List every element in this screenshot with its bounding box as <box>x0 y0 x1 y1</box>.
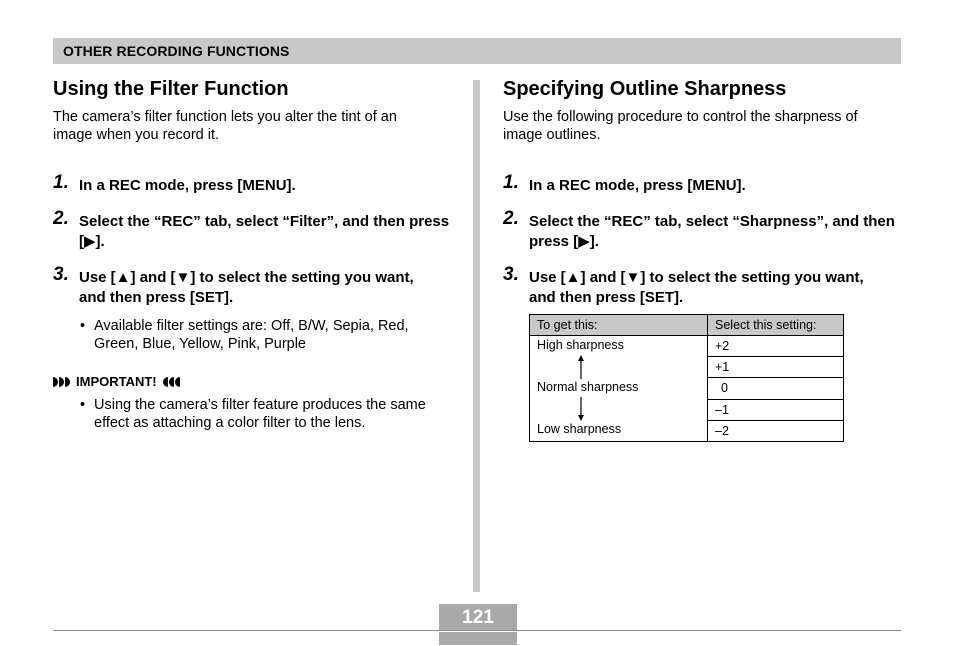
page-number-tab <box>439 632 517 645</box>
normal-sharpness-label: Normal sharpness <box>537 380 639 394</box>
table-row <box>530 336 844 357</box>
bullet-text: Available filter settings are: Off, B/W, Sepia, Red, Green, Blue, Yellow, Pink, Purple <box>94 318 409 352</box>
outline-sharpness-section <box>503 77 903 308</box>
arrow-down-icon <box>576 397 586 421</box>
step-text: In a REC mode, press [MENU]. <box>529 177 746 194</box>
column-divider <box>473 80 480 592</box>
step-text: Select the “REC” tab, select “Sharpness”, and then press [▶]. <box>529 213 895 250</box>
sharpness-table <box>529 314 844 442</box>
high-sharpness-label: High sharpness <box>537 338 624 352</box>
setting-cell: –2 <box>708 420 844 441</box>
arrow-up-icon <box>576 355 586 379</box>
section-header-title: OTHER RECORDING FUNCTIONS <box>63 43 290 59</box>
step-number: 1. <box>503 172 519 193</box>
filter-intro: The camera’s filter function lets you alter the tint of an image when you record it. <box>53 109 397 143</box>
sharpness-intro: Use the following procedure to control the sharpness of image outlines. <box>503 109 858 143</box>
filter-section-title: Using the Filter Function <box>53 78 289 100</box>
section-header-bar <box>53 38 901 64</box>
step-number: 2. <box>503 208 519 229</box>
step-text: In a REC mode, press [MENU]. <box>79 177 296 194</box>
filter-settings-bullet: • Available filter settings are: Off, B/W, Sepia, Red, Green, Blue, Yellow, Pink, Purple <box>80 318 409 352</box>
sharpness-section-title: Specifying Outline Sharpness <box>503 78 787 100</box>
sharpness-label-cell <box>530 336 708 442</box>
important-left-icon <box>53 377 70 387</box>
step-number: 2. <box>53 208 69 229</box>
important-right-icon <box>163 377 180 387</box>
table-header-cell: To get this: <box>530 315 708 336</box>
step-text: Select the “REC” tab, select “Filter”, and then press [▶]. <box>79 213 450 250</box>
filter-step-3 <box>53 264 439 308</box>
table-header-cell: Select this setting: <box>708 315 844 336</box>
page-number-box <box>439 604 517 644</box>
sharpness-step-1 <box>503 172 903 196</box>
setting-cell: +2 <box>708 336 844 357</box>
setting-cell: 0 <box>708 378 844 399</box>
sharpness-step-3 <box>503 264 889 308</box>
step-number: 3. <box>53 264 69 285</box>
setting-cell: +1 <box>708 357 844 378</box>
important-label: IMPORTANT! <box>76 374 157 389</box>
important-note-text: Using the camera’s filter feature produces the same effect as attaching a color filter to the lens. <box>94 397 426 431</box>
step-number: 3. <box>503 264 519 285</box>
table-header-row <box>530 315 844 336</box>
setting-cell: –1 <box>708 399 844 420</box>
step-text: Use [▲] and [▼] to select the setting you want, and then press [SET]. <box>79 269 414 306</box>
low-sharpness-label: Low sharpness <box>537 422 622 436</box>
filter-step-2 <box>53 208 459 252</box>
page-number: 121 <box>439 604 517 630</box>
filter-step-1 <box>53 172 453 196</box>
step-number: 1. <box>53 172 69 193</box>
sharpness-step-2 <box>503 208 909 252</box>
important-note: • Using the camera’s filter feature produces the same effect as attaching a color filter to the lens. <box>80 397 426 431</box>
important-heading <box>53 374 453 389</box>
step-text: Use [▲] and [▼] to select the setting you want, and then press [SET]. <box>529 269 864 306</box>
filter-function-section <box>53 77 453 432</box>
